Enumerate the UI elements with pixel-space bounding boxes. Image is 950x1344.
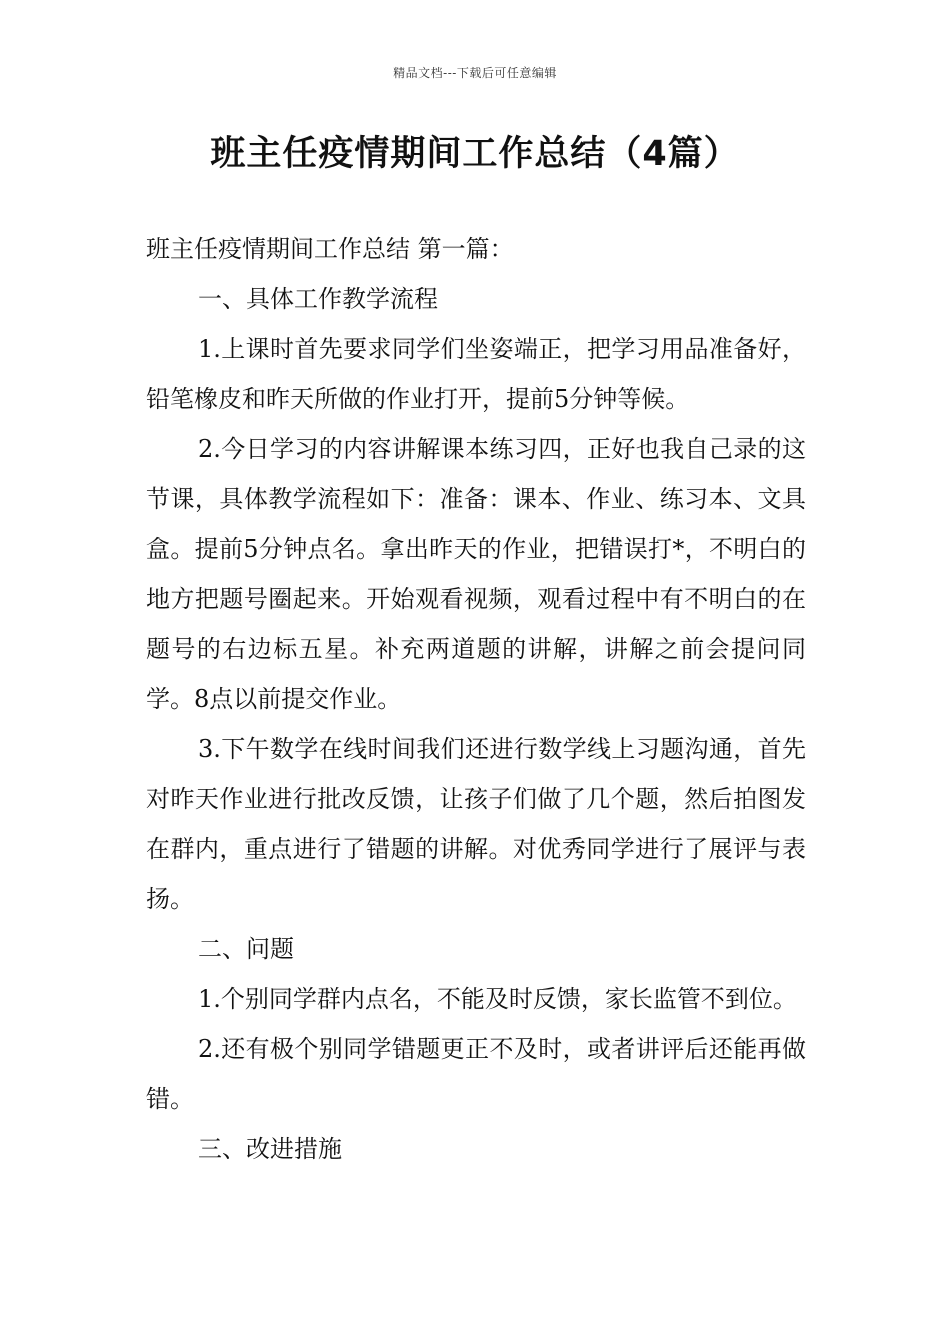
- section-heading: 班主任疫情期间工作总结 第一篇：: [146, 235, 514, 263]
- document-body: [146, 224, 806, 1174]
- subheading-improvements: 三、改进措施: [198, 1135, 342, 1163]
- problem-1: 1.个别同学群内点名，不能及时反馈，家长监管不到位。: [198, 985, 797, 1013]
- header-note: 精品文档---下载后可任意编辑: [393, 66, 557, 80]
- paragraph-1: 1.上课时首先要求同学们坐姿端正，把学习用品准备好，铅笔橡皮和昨天所做的作业打开，提前5分钟等候。: [146, 335, 806, 413]
- subheading-problems: 二、问题: [198, 935, 294, 963]
- problem-2: 2.还有极个别同学错题更正不及时，或者讲评后还能再做错。: [146, 1035, 806, 1113]
- document-title: 班主任疫情期间工作总结（4篇）: [210, 134, 740, 174]
- subheading-workflow: 一、具体工作教学流程: [198, 285, 438, 313]
- paragraph-2: 2.今日学习的内容讲解课本练习四，正好也我自己录的这节课，具体教学流程如下：准备：课本、作业、练习本、文具盒。提前5分钟点名。拿出昨天的作业，把错误打*，不明白的地方把题号圈起来。开始观看视频，观看过程中有不明白的在题号的右边标五星。补充两道题的讲解，讲解之前会提问同学。8点以前提交作业。: [146, 435, 806, 713]
- paragraph-3: 3.下午数学在线时间我们还进行数学线上习题沟通，首先对昨天作业进行批改反馈，让孩子们做了几个题，然后拍图发在群内，重点进行了错题的讲解。对优秀同学进行了展评与表扬。: [146, 735, 806, 913]
